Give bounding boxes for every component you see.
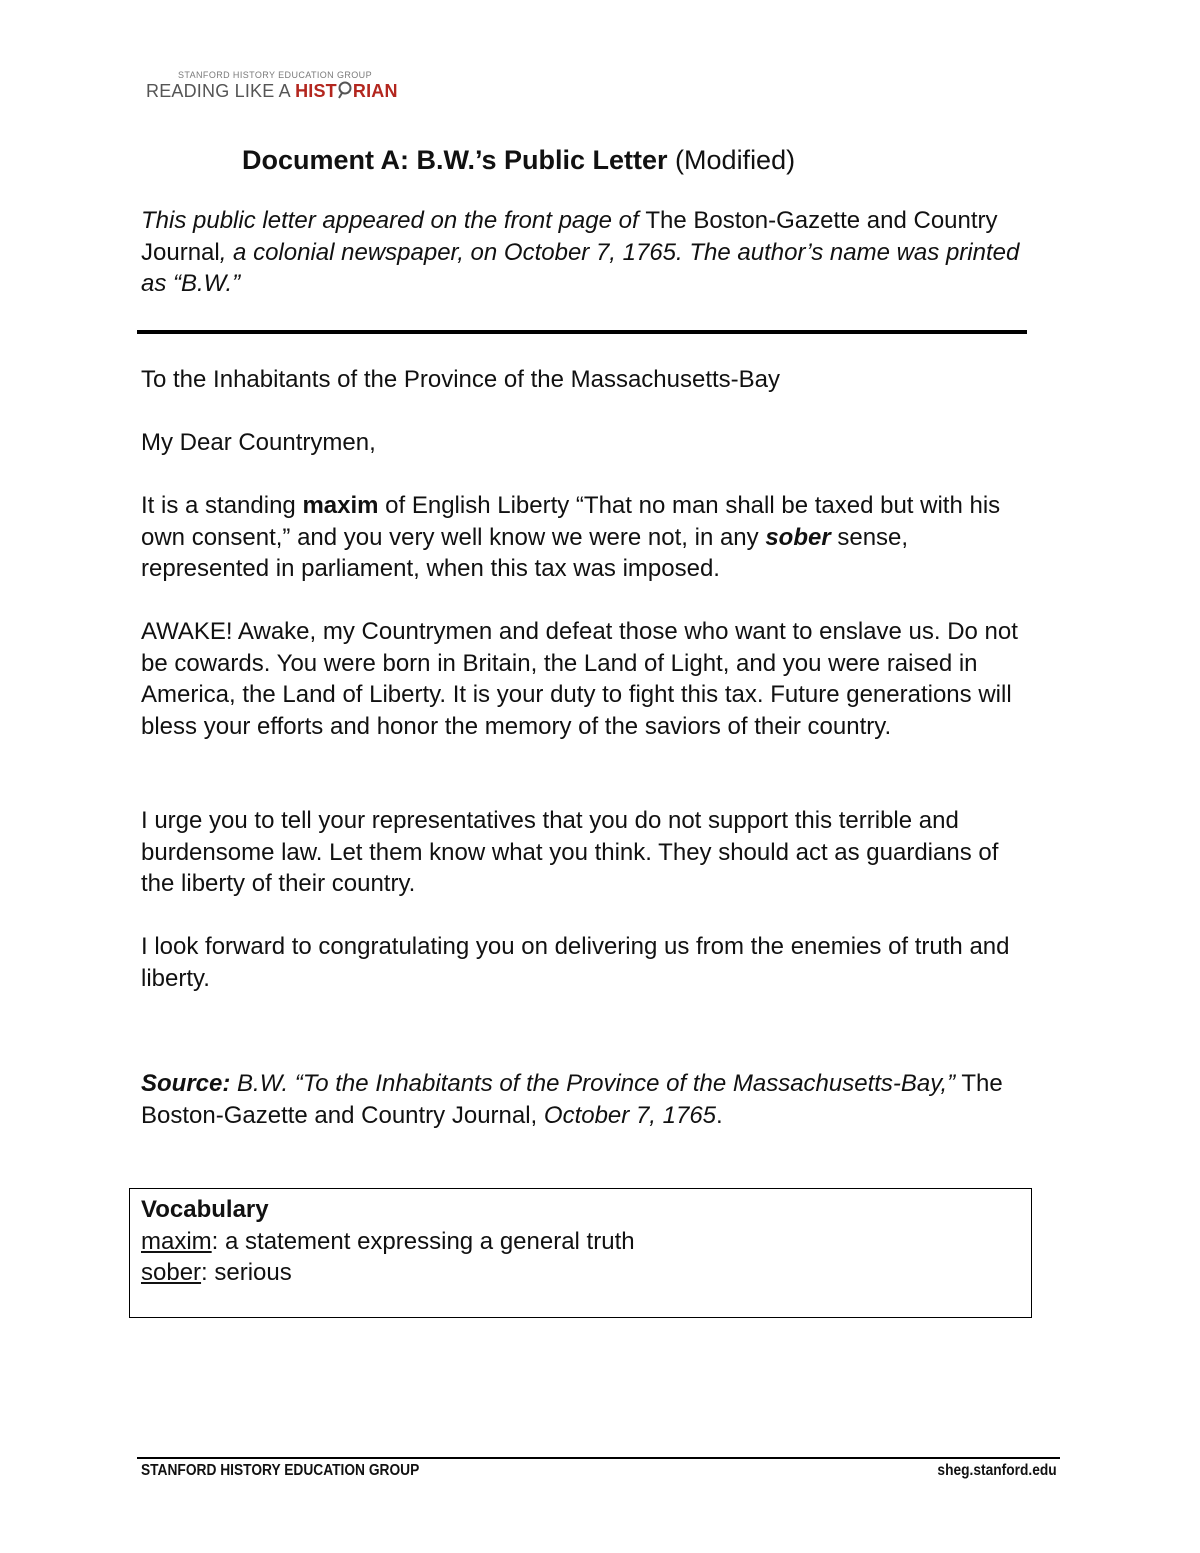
letter-paragraph-4: I look forward to congratulating you on delivering us from the enemies of truth and liberty. <box>141 933 1010 992</box>
vocabulary-term: maxim <box>141 1227 212 1255</box>
vocabulary-definition: : serious <box>201 1259 292 1286</box>
logo-title-red-b: RIAN <box>352 81 398 101</box>
intro-paragraph <box>141 205 1031 300</box>
vocabulary-box <box>129 1188 1032 1318</box>
source-end: . <box>716 1101 723 1129</box>
vocabulary-item <box>141 1226 1020 1258</box>
section-divider <box>137 330 1027 334</box>
para1-text-a: It is a standing <box>141 492 303 519</box>
logo-org-line: STANFORD HISTORY EDUCATION GROUP <box>178 70 372 80</box>
footer-org: STANFORD HISTORY EDUCATION GROUP <box>141 1462 420 1479</box>
sheg-logo <box>146 70 398 105</box>
logo-title-red-a: HIST <box>295 81 337 101</box>
footer-divider <box>137 1457 1060 1459</box>
letter-salutation-dear: My Dear Countrymen, <box>141 429 376 456</box>
vocabulary-definition: : a statement expressing a general truth <box>211 1227 635 1255</box>
logo-title <box>146 80 398 105</box>
para1-term-maxim: maxim <box>302 492 379 519</box>
intro-newspaper: The Boston-Gazette and Country Journal <box>141 207 998 266</box>
document-title-modifier: (Modified) <box>667 145 796 175</box>
letter-paragraph-2: AWAKE! Awake, my Countrymen and defeat those who want to enslave us. Do not be cowards. You were born in Britain, the Land of Light, and you were raised in America, the Land of Liberty. It is your duty to fight this tax. Future generations will bless your efforts and honor the memory of the saviors of their country. <box>141 618 1018 740</box>
vocabulary-item <box>141 1257 1020 1289</box>
footer-website: sheg.stanford.edu <box>937 1462 1057 1479</box>
vocabulary-term: sober <box>141 1259 202 1286</box>
para1-text-b: of English Liberty “That no man shall be taxed but with his own consent,” and you very well know we were not, in any <box>141 492 1001 551</box>
source-citation <box>141 1068 1031 1131</box>
document-title-main: Document A: B.W.’s Public Letter <box>242 145 668 175</box>
source-date: October 7, 1765 <box>537 1101 717 1129</box>
magnifier-icon <box>337 80 353 105</box>
logo-title-prefix: READING LIKE A <box>146 81 296 101</box>
source-newspaper: The Boston-Gazette and Country Journal, <box>141 1070 1003 1129</box>
letter-paragraph-1 <box>141 490 1031 585</box>
intro-text-a: This public letter appeared on the front page of <box>141 207 646 234</box>
source-label: Source: <box>141 1070 231 1097</box>
letter-salutation-to: To the Inhabitants of the Province of the Massachusetts-Bay <box>141 366 781 393</box>
vocabulary-title: Vocabulary <box>141 1196 269 1223</box>
document-title <box>242 143 795 177</box>
intro-text-b: , a colonial newspaper, on October 7, 1765. The author’s name was printed as “B.W.” <box>141 238 1020 297</box>
para1-term-sober: sober <box>765 523 831 551</box>
source-citation-title: B.W. “To the Inhabitants of the Province of the Massachusetts-Bay,” <box>230 1070 956 1097</box>
letter-paragraph-3: I urge you to tell your representatives that you do not support this terrible and burdensome law. Let them know what you think. They should act as guardians of the liberty of their country. <box>141 807 999 897</box>
para1-text-c: sense, represented in parliament, when this tax was imposed. <box>141 523 909 582</box>
